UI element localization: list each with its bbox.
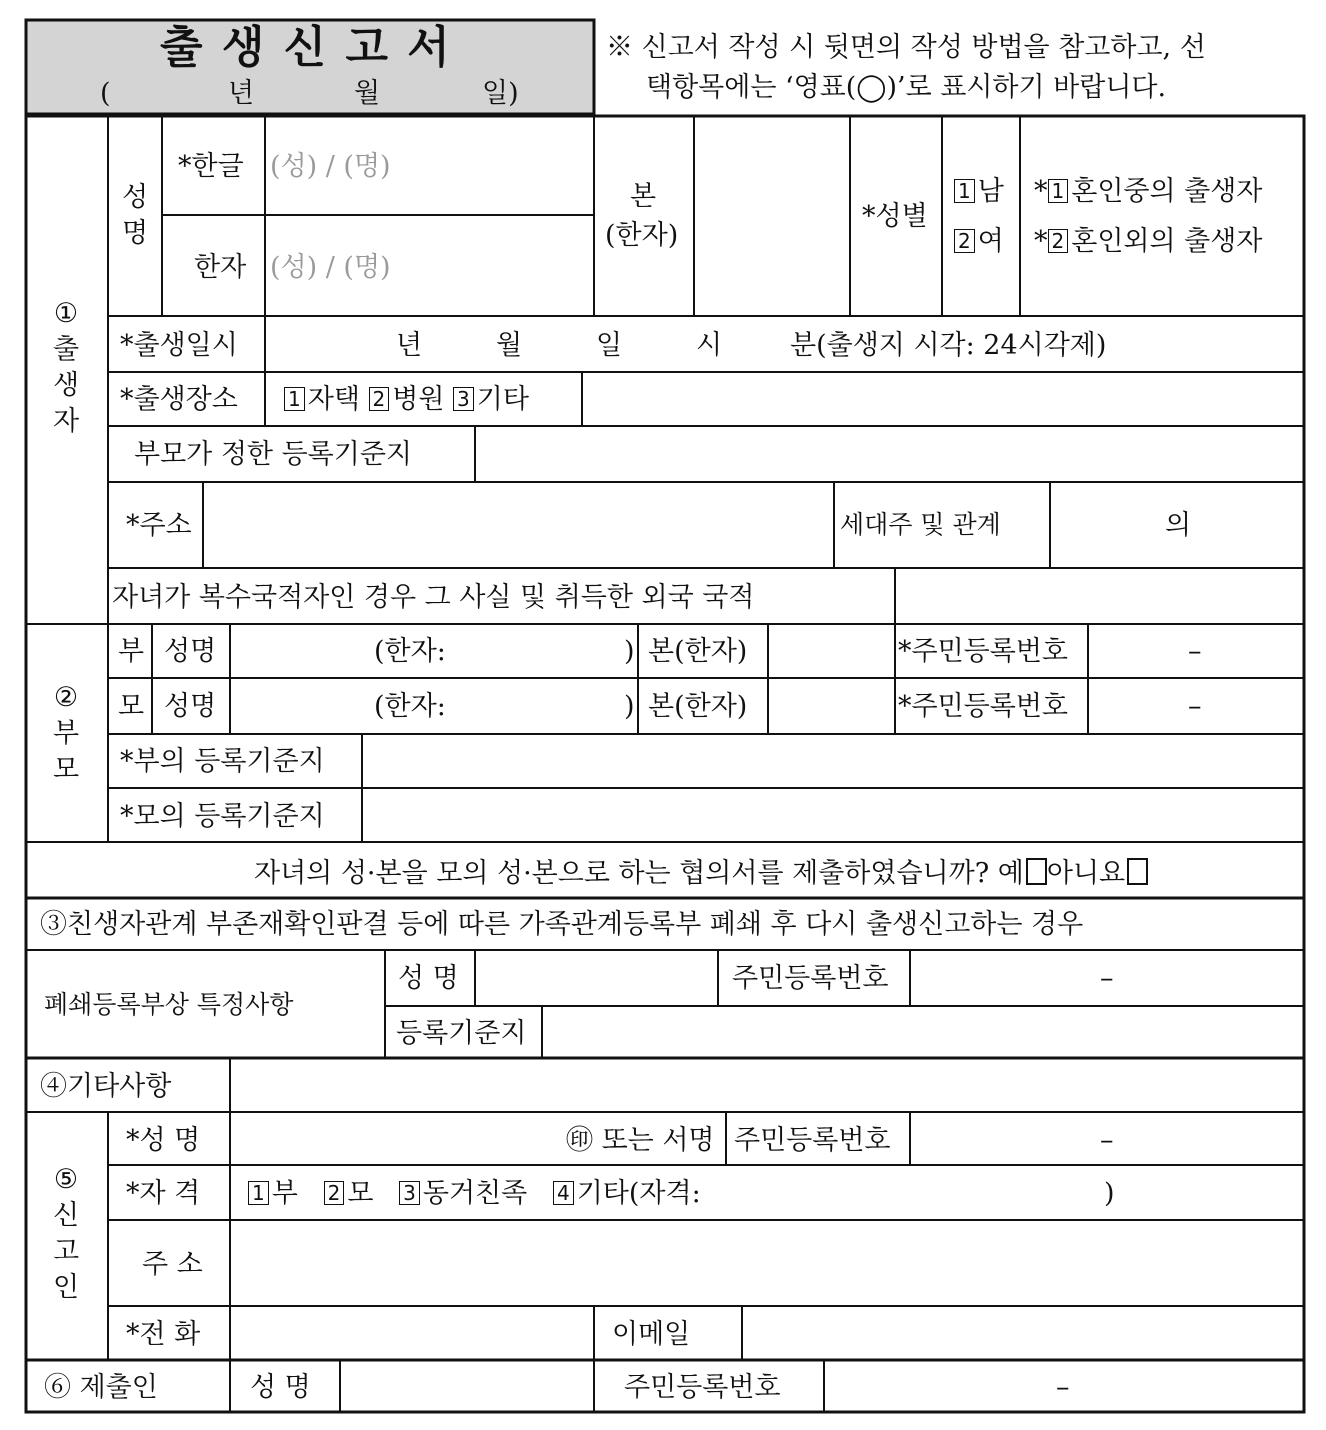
agreement-yes-checkbox[interactable]: [1026, 858, 1047, 885]
mother-tag: 모: [118, 691, 145, 722]
name-label: 성 명: [121, 182, 149, 249]
form-title: 출 생 신 고 서: [160, 22, 452, 73]
mother-rrn-dash: –: [1188, 691, 1202, 722]
sex-label: *성별: [862, 201, 928, 232]
seal-or-signature-label: ㊞ 또는 서명: [566, 1125, 715, 1156]
household-suffix: 의: [1165, 510, 1192, 541]
section-3-title: ③친생자관계 부존재확인판결 등에 따른 가족관계등록부 폐쇄 후 다시 출생신고하는 경우: [40, 909, 1084, 940]
bon-sub-label: (한자): [605, 220, 679, 251]
agreement-no-checkbox[interactable]: [1127, 858, 1148, 885]
birth-type-in-marriage[interactable]: * 1 혼인중의 출생자: [1034, 176, 1263, 207]
birth-month-field[interactable]: 월: [496, 330, 523, 361]
section-2-label: ② 부 모: [52, 682, 80, 785]
father-hanja-close: ): [624, 636, 635, 667]
sex-option-male[interactable]: 1 남: [954, 178, 1004, 205]
hanja-label: 한자: [194, 252, 247, 283]
father-rrn-dash: –: [1188, 636, 1202, 667]
mother-base-label: *모의 등록기준지: [120, 801, 325, 832]
hangul-name-input[interactable]: (성) / (명): [270, 151, 391, 182]
closed-register-label: 폐쇄등록부상 특정사항: [44, 990, 294, 1019]
closed-base-label: 등록기준지: [396, 1018, 527, 1049]
agreement-row: 자녀의 성·본을 모의 성·본으로 하는 협의서를 제출하였습니까? 예 아니요: [254, 858, 1148, 887]
date-open-paren: (: [100, 78, 111, 109]
qualification-label: *자 격: [126, 1178, 201, 1209]
date-month-label: 월: [354, 78, 381, 109]
father-base-label: *부의 등록기준지: [120, 746, 325, 777]
qualification-close: ): [1104, 1178, 1115, 1209]
section-6-label: ⑥ 제출인: [44, 1372, 158, 1403]
reporter-name-label: *성 명: [126, 1125, 201, 1156]
address-label: *주소: [126, 510, 192, 541]
birth-year-field[interactable]: 년: [396, 330, 423, 361]
birth-minute-field[interactable]: 분(출생지 시각: 24시각제): [790, 330, 1107, 361]
submitter-rrn-dash: –: [1056, 1372, 1070, 1403]
father-name-label: 성명: [164, 636, 217, 667]
section-4-label: ④기타사항: [40, 1071, 172, 1102]
father-tag: 부: [118, 636, 145, 667]
mother-bon-label: 본(한자): [648, 691, 748, 722]
sex-option-female[interactable]: 2 여: [954, 228, 1004, 255]
closed-rrn-dash: –: [1100, 963, 1114, 994]
father-rrn-label: *주민등록번호: [898, 636, 1068, 667]
father-bon-label: 본(한자): [648, 636, 748, 667]
mother-hanja-label: (한자:: [374, 691, 446, 722]
household-label: 세대주 및 관계: [840, 510, 1001, 539]
birth-datetime-label: *출생일시: [120, 330, 238, 361]
submitter-rrn-label: 주민등록번호: [624, 1372, 781, 1403]
closed-name-label: 성 명: [398, 963, 459, 994]
reporter-address-label: 주 소: [142, 1249, 203, 1280]
hangul-label: *한글: [178, 151, 244, 182]
birth-type-out-of-marriage[interactable]: * 2 혼인외의 출생자: [1034, 226, 1263, 257]
closed-rrn-label: 주민등록번호: [732, 963, 889, 994]
father-hanja-label: (한자:: [374, 636, 446, 667]
notice-line-2: 택항목에는 ‘영표(◯)’로 표시하기 바랍니다.: [646, 72, 1167, 103]
bon-label: 본: [630, 181, 657, 212]
birth-place-label: *출생장소: [120, 384, 238, 415]
section-5-label: ⑤ 신 고 인: [52, 1164, 80, 1303]
date-year-label: 년: [228, 78, 255, 109]
birth-day-field[interactable]: 일: [596, 330, 623, 361]
reporter-phone-label: *전 화: [126, 1319, 201, 1350]
mother-rrn-label: *주민등록번호: [898, 691, 1068, 722]
mother-name-label: 성명: [164, 691, 217, 722]
reporter-email-label: 이메일: [612, 1319, 691, 1350]
reporter-rrn-label: 주민등록번호: [734, 1125, 891, 1156]
submitter-name-label: 성 명: [250, 1372, 311, 1403]
hanja-name-input[interactable]: (성) / (명): [270, 252, 391, 283]
date-day-label: 일): [482, 78, 519, 109]
birth-place-options[interactable]: 1 자택 2 병원 3 기타: [284, 386, 529, 413]
registration-base-label: 부모가 정한 등록기준지: [134, 439, 412, 470]
multi-nationality-label: 자녀가 복수국적자인 경우 그 사실 및 취득한 외국 국적: [112, 582, 755, 613]
notice-line-1: ※ 신고서 작성 시 뒷면의 작성 방법을 참고하고, 선: [606, 32, 1206, 63]
birth-hour-field[interactable]: 시: [696, 330, 723, 361]
mother-hanja-close: ): [624, 691, 635, 722]
section-1-label: ① 출 생 자: [52, 298, 80, 437]
reporter-rrn-dash: –: [1100, 1125, 1114, 1156]
qualification-options[interactable]: 1 부 2 모 3 동거친족 4 기타(자격:: [248, 1180, 701, 1207]
